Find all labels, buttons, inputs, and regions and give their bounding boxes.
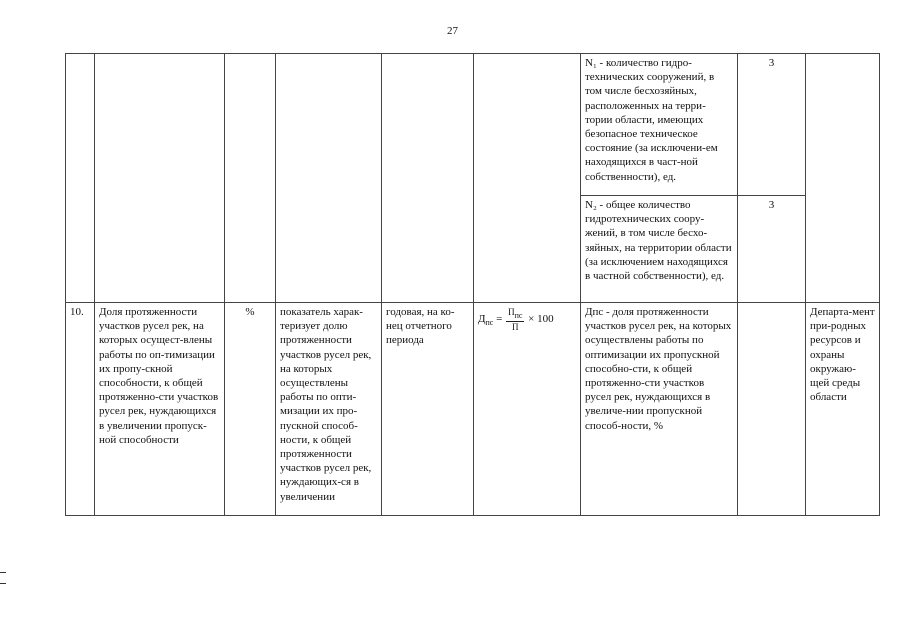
formula-denominator: П xyxy=(512,321,519,332)
cell-formula-empty xyxy=(474,54,581,303)
cell-period-empty xyxy=(382,54,474,303)
page-number: 27 xyxy=(447,25,458,37)
cell-name-empty xyxy=(95,54,225,303)
cell-formula xyxy=(474,303,581,516)
cell-period: годовая, на ко-нец отчетного периода xyxy=(382,303,474,516)
cell-row-number: 10. xyxy=(66,303,95,516)
cell-number-empty xyxy=(66,54,95,303)
formula-multiplier: × 100 xyxy=(528,312,554,325)
cell-num-n1: 3 xyxy=(738,54,806,196)
cell-responsible: Департа-мент при-родных ресурсов и охраны окружаю-щей среды области xyxy=(806,303,880,516)
cell-indicator-name: Доля протяженности участков русел рек, на которых осущест-влены работы по оп-тимизации их пропу-скной способности, к общей протяженно-сти участков русел рек, нуждающихся в увеличении пропуск-ной способности xyxy=(95,303,225,516)
formula-equals: = xyxy=(496,312,503,325)
cell-param-dps: Дпс - доля протяженности участков русел рек, на которых осуществлены работы по оптимизации их пропускной способно-сти, к общей протяженно-сти участков русел рек, нуждающихся в увеличе-нии пропускной способ-ности, % xyxy=(581,303,738,516)
margin-mark xyxy=(0,572,6,573)
formula-numerator: $П_{пс}$ xyxy=(508,307,523,320)
formula-lhs: Д xyxy=(478,312,486,325)
margin-mark xyxy=(0,583,6,584)
formula-lhs-sub: пс xyxy=(485,318,494,328)
cell-unit: % xyxy=(225,303,276,516)
cell-param-n2: N₂ - общее количество гидротехнических соору-жений, в том числе бесхо-зяйных, на территории области (за исключением находящихся в частной собственности), ед. xyxy=(581,196,738,303)
cell-num-n2: 3 xyxy=(738,196,806,303)
cell-responsible-empty xyxy=(806,54,880,303)
table-row xyxy=(66,54,880,196)
cell-num-dps xyxy=(738,303,806,516)
cell-unit-empty xyxy=(225,54,276,303)
table-row xyxy=(66,303,880,516)
formula-fraction xyxy=(506,307,524,332)
cell-param-n1: N₁ - количество гидро-технических сооружений, в том числе бесхозяйных, расположенных на терри-тории области, имеющих безопасное техническое состояние (за исключени-ем находящихся в част-ной собственности), ед. xyxy=(581,54,738,196)
indicator-table xyxy=(65,53,880,516)
cell-description: показатель харак-теризует долю протяженности участков русел рек, на которых осуществлены работы по опти-мизации их про-пускной способ-ности, к общей протяженности участков русел рек, нуждающих-ся в увеличении xyxy=(276,303,382,516)
cell-description-empty xyxy=(276,54,382,303)
